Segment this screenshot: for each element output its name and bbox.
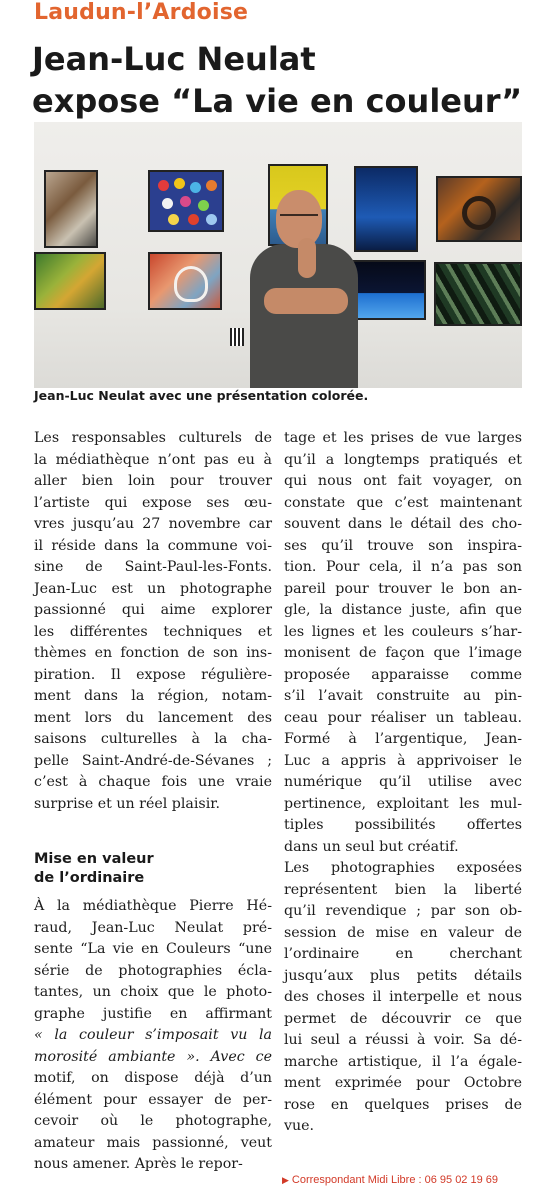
text-line: tion. Pour cela, il n’a pas son [284,559,522,575]
text-line: permet de découvrir ce que [284,1010,522,1027]
qr-code [230,328,244,346]
text-line: ment dans la région, notam- [34,688,272,704]
text-line: les lignes et les couleurs s’har- [284,623,522,640]
text-line: surprise et un réel plaisir. [34,795,220,812]
text-line: ses qu’il trouve son inspira- [284,537,522,554]
text-line: ment lors du lancement des [34,709,272,726]
text-line: thèmes en fonction de son ins- [34,645,272,661]
text-line: qu’il a longtemps pratiqués et [284,451,522,468]
text-line: lui seul a réussi à voir. Sa dé- [284,1032,522,1048]
text-line: ceau pour réaliser un tableau. [284,709,522,726]
text-line: les différentes techniques et [34,623,272,640]
text-line: ment exprimée pour Octobre [284,1075,522,1091]
headline-line-2: expose “La vie en couleur” [32,82,523,120]
text-line: gle, la distance juste, afin que [284,602,522,618]
text-line: l’ordinaire en cherchant [284,946,522,962]
text-line: marche artistique, il l’a égale- [284,1053,522,1070]
text-line: constate que c’est maintenant [284,494,522,511]
triangle-icon: ▶ [282,1175,289,1185]
text-line: « la couleur s’imposait vu la [34,1027,272,1043]
text-line: graphe justifie en affirmant [34,1005,272,1022]
text-line: souvent dans le détail des cho- [284,516,522,532]
framed-photo [436,176,522,242]
text-line: pertinence, exploitant les mul- [284,795,522,812]
text-line: session de mise en valeur de [284,924,522,941]
text-line: aller bien loin pour trouver [34,473,272,489]
text-line: élément pour essayer de per- [34,1091,272,1108]
text-line: dans un seul but créatif. [284,838,459,855]
text-line: rose en quelques prises de [284,1096,522,1113]
exhibition-photo [34,122,522,388]
text-line: amateur mais passionné, veut [34,1134,272,1151]
text-line: représentent bien la liberté [284,881,522,898]
text-line: vue. [284,1118,315,1134]
text-line: sente “La vie en Couleurs “une [34,941,272,957]
framed-photo [148,252,222,310]
text-line: s’il l’avait construite au pin- [284,688,522,704]
text-line: raud, Jean-Luc Neulat pré- [34,919,272,936]
text-line: cevoir où le photographe, [34,1113,272,1129]
headline-line-1: Jean-Luc Neulat [32,40,316,78]
text-line: Jean-Luc est un photographe [34,580,272,597]
text-line: Luc a appris à apprivoiser le [284,752,522,769]
text-line: tantes, un choix que le photo- [34,984,272,1000]
text-line: proposée apparaisse comme [284,666,522,683]
framed-photo [148,170,224,232]
body-column-right [284,428,522,1138]
credit-label: Correspondant Midi Libre : [291,1174,422,1186]
text-line: vres jusqu’au 27 novembre car [34,516,272,532]
text-line: sine de Saint-Paul-les-Fonts. [34,559,272,575]
text-line: saisons culturelles à la cha- [34,731,272,747]
section-kicker: Laudun-l’Ardoise [34,0,249,25]
framed-photo [434,262,522,326]
subhead-line-2: de l’ordinaire [34,870,145,886]
body-column-left-bottom [34,896,272,1176]
section-subhead [34,850,272,888]
text-line: qui nous ont fait voyager, on [284,473,522,489]
text-line: numérique qu’il utilise avec [284,774,522,790]
text-line: nous amener. Après le repor- [34,1156,243,1172]
text-line: c’est à chaque fois une vraie [34,774,272,790]
text-line: passionné qui aime explorer [34,602,272,618]
text-line: l’artiste qui expose ses œu- [34,494,272,511]
text-line: morosité ambiante ». Avec ce [34,1048,272,1065]
text-line: la médiathèque n’ont pas eu à [34,451,272,468]
photographer-figure [244,180,364,388]
text-line: pareil pour trouver le bon an- [284,580,522,597]
text-line: Formé à l’argentique, Jean- [284,731,522,747]
text-line: qu’il revendique ; par son ob- [284,903,522,919]
photo-caption: Jean-Luc Neulat avec une présentation colorée. [34,388,369,403]
framed-photo [34,252,106,310]
text-line: jusqu’aux plus petits détails [284,967,522,984]
text-line: Les responsables culturels de [34,430,272,446]
text-line: monisent de façon que l’image [284,645,522,661]
text-line: il réside dans la commune voi- [34,537,272,554]
correspondent-credit [282,1174,498,1186]
text-line: série de photographies écla- [34,962,272,979]
text-line: À la médiathèque Pierre Hé- [34,898,272,914]
text-line: Les photographies exposées [284,860,522,876]
text-line: des choses il interpelle et nous [284,989,522,1005]
text-line: motif, on dispose déjà d’un [34,1070,272,1086]
framed-photo [44,170,98,248]
article-headline [32,38,532,122]
text-line: tage et les prises de vue larges [284,430,522,446]
text-line: piration. Il expose régulière- [34,666,272,683]
text-line: tiples possibilités offertes [284,817,522,833]
text-line: pelle Saint-André-de-Sévanes ; [34,752,272,769]
credit-phone: 06 95 02 19 69 [424,1174,499,1186]
subhead-line-1: Mise en valeur [34,851,154,867]
body-column-left-top [34,428,272,815]
